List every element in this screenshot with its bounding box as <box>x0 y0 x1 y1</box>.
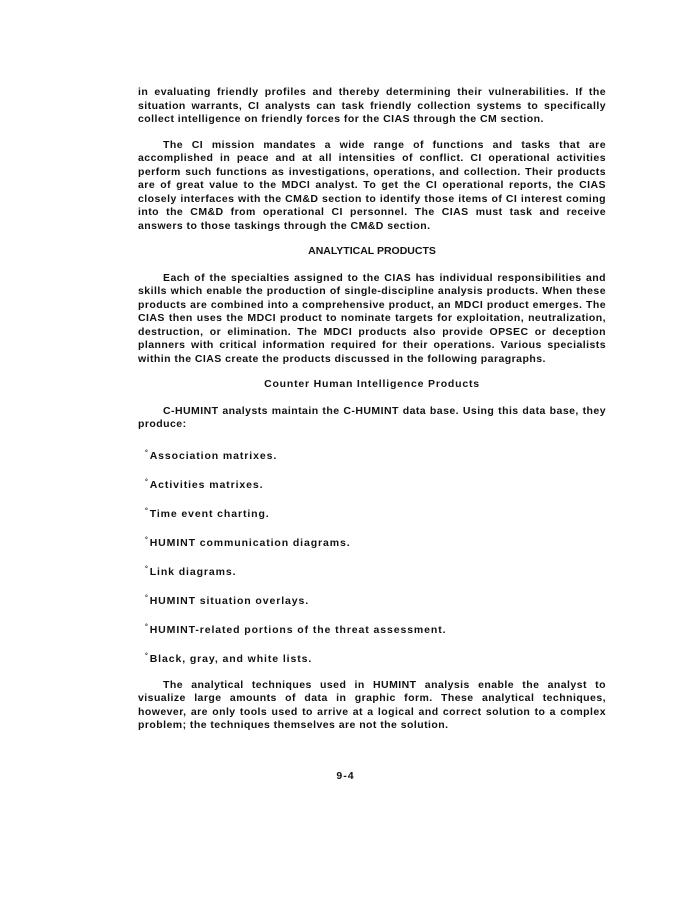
list-item-text: Black, gray, and white lists. <box>149 652 313 665</box>
page-number: 9-4 <box>336 770 355 782</box>
bullet-icon: ° <box>145 594 149 602</box>
list-item <box>145 563 606 580</box>
list-item-text: Time event charting. <box>149 507 270 520</box>
bullet-icon: ° <box>145 536 149 544</box>
list-item <box>145 476 606 493</box>
list-item <box>145 534 606 551</box>
list-item-text: Activities matrixes. <box>149 478 264 491</box>
document-page <box>138 86 606 745</box>
list-item <box>145 621 606 638</box>
list-item-text: Link diagrams. <box>149 565 237 578</box>
closing-paragraph: The analytical techniques used in HUMINT analysis enable the analyst to visualize large amounts of data in graphic form. These analytical techniques, however, are only tools used to arrive at a logical and correct solution to a complex problem; the techniques themselves are not the solution. <box>138 678 606 731</box>
bullet-icon: ° <box>145 652 149 660</box>
bullet-icon: ° <box>145 507 149 515</box>
humint-intro-paragraph: C-HUMINT analysts maintain the C-HUMINT data base. Using this data base, they produce: <box>138 404 606 430</box>
opening-paragraph: in evaluating friendly profiles and thereby determining their vulnerabilities. If the situation warrants, CI analysts can task friendly collection systems to specifically collect intelligence on friendly forces for the CIAS through the CM section. <box>138 86 606 125</box>
bullet-icon: ° <box>145 449 149 457</box>
list-item <box>145 650 606 667</box>
bullet-icon: ° <box>145 565 149 573</box>
section-heading: ANALYTICAL PRODUCTS <box>308 245 436 257</box>
sub-heading: Counter Human Intelligence Products <box>264 378 480 390</box>
list-item <box>145 592 606 609</box>
list-item-text: Association matrixes. <box>149 449 278 462</box>
products-list <box>138 447 606 667</box>
bullet-icon: ° <box>145 478 149 486</box>
list-item <box>145 505 606 522</box>
bullet-icon: ° <box>145 623 149 631</box>
list-item <box>145 447 606 464</box>
ci-mission-paragraph: The CI mission mandates a wide range of functions and tasks that are accomplished in peace and at all intensities of conflict. CI operational activities perform such functions as investigations, operations, and collection. Their products are of great value to the MDCI analyst. To get the CI operational reports, the CIAS closely interfaces with the CM&D section to identify those items of CI interest coming into the CM&D from operational CI personnel. The CIAS must task and receive answers to those taskings through the CM&D section. <box>138 138 606 232</box>
list-item-text: HUMINT communication diagrams. <box>149 536 351 549</box>
analytical-products-paragraph: Each of the specialties assigned to the CIAS has individual responsibilities and skills which enable the production of single-discipline analysis products. When these products are combined into a comprehensive product, an MDCI product emerges. The CIAS then uses the MDCI product to nominate targets for exploitation, neutralization, destruction, or elimination. The MDCI products also provide OPSEC or deception planners with critical information required for their operations. Various specialists within the CIAS create the products discussed in the following paragraphs. <box>138 271 606 365</box>
list-item-text: HUMINT situation overlays. <box>149 594 310 607</box>
list-item-text: HUMINT-related portions of the threat assessment. <box>149 623 447 636</box>
